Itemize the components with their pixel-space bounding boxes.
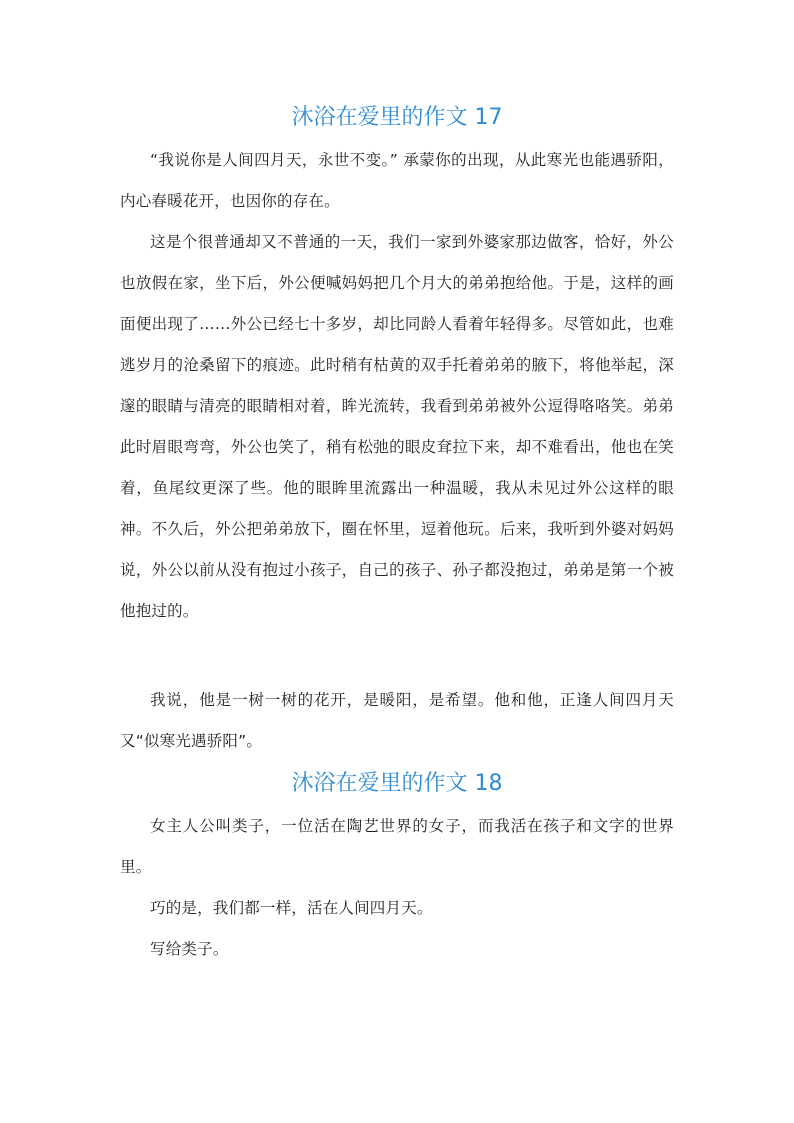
essay-17-paragraph-3: 我说，他是一树一树的花开，是暖阳，是希望。他和他，正逢人间四月天又“似寒光遇骄阳”。	[120, 691, 674, 750]
essay-18-title: 沐浴在爱里的作文 18	[291, 771, 503, 796]
essay-17-title: 沐浴在爱里的作文 17	[291, 105, 503, 130]
essay-18-paragraph-3: 写给类子。	[150, 940, 229, 958]
essay-17-paragraph-2: 这是个很普通却又不普通的一天，我们一家到外婆家那边做客，恰好，外公也放假在家，坐下后，外公便喊妈妈把几个月大的弟弟抱给他。于是，这样的画面便出现了……外公已经七十多岁，却比同龄人看着年轻得多。尽管如此，也难逃岁月的沧桑留下的痕迹。此时稍有枯黄的双手托着弟弟的腋下，将他举起，深邃的眼睛与清亮的眼睛相对着，眸光流转，我看到弟弟被外公逗得咯咯笑。弟弟此时眉眼弯弯，外公也笑了，稍有松弛的眼皮耷拉下来，却不难看出，他也在笑着，鱼尾纹更深了些。他的眼眸里流露出一种温暖，我从未见过外公这样的眼神。不久后，外公把弟弟放下，圈在怀里，逗着他玩。后来，我听到外婆对妈妈说，外公以前从没有抱过小孩子，自己的孩子、孙子都没抱过，弟弟是第一个被他抱过的。	[120, 233, 674, 620]
essay-18-paragraph-1: 女主人公叫类子，一位活在陶艺世界的女子，而我活在孩子和文字的世界里。	[120, 817, 674, 876]
essay-17-paragraph-1: “我说你是人间四月天，永世不变。” 承蒙你的出现，从此寒光也能遇骄阳，内心春暖花开，也因你的存在。	[120, 151, 674, 210]
essay-18-paragraph-2: 巧的是，我们都一样，活在人间四月天。	[150, 899, 433, 917]
